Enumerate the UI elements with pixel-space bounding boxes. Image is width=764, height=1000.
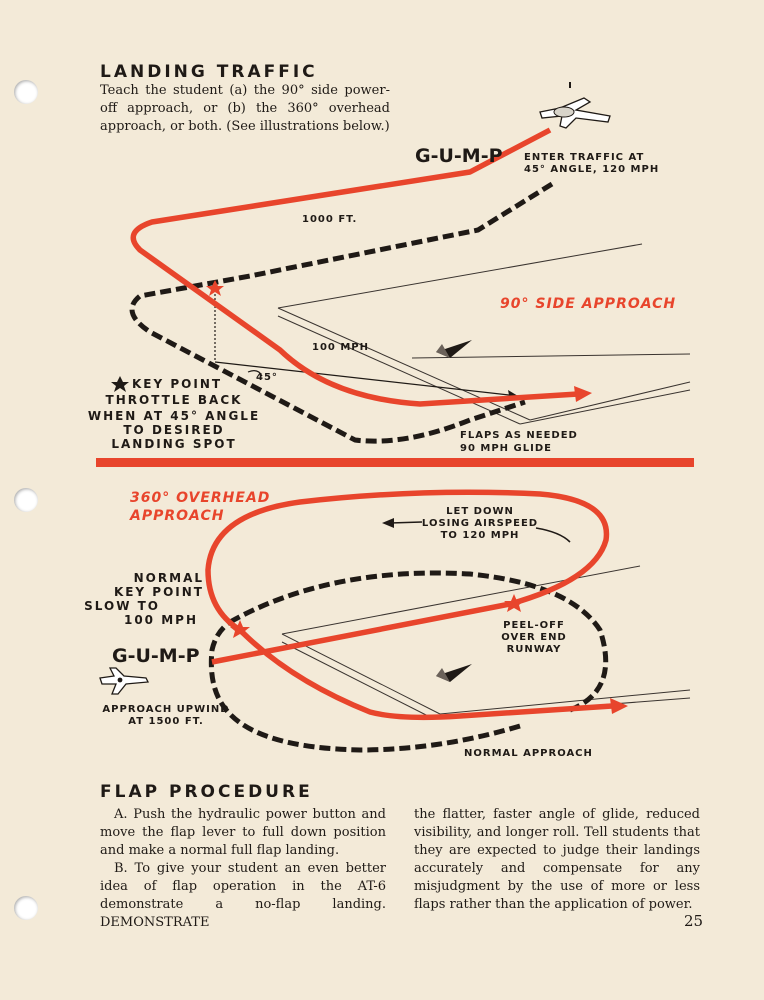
landing-traffic-intro: Teach the student (a) the 90° side power-off approach, or (b) the 360° overhead approach, or both. (See illustrations below.) [100, 83, 390, 134]
overhead-title-1: 360° OVERHEAD [130, 490, 271, 506]
page-number: 25 [684, 912, 704, 930]
approach-upwind-line-1: APPROACH UPWIND [102, 704, 230, 715]
flap-paragraph-b: B. To give your student an even better idea of flap operation in the AT-6 demonstrate a no-flap landing. DEMONSTRATE [100, 861, 386, 930]
normal-key-line-1: NORMAL [133, 571, 204, 585]
normal-key-line-2: KEY POINT [113, 585, 204, 599]
key-point-line-2: THROTTLE BACK [105, 393, 243, 407]
key-point-legend-star-icon [111, 376, 129, 392]
key-point-line-5: LANDING SPOT [111, 437, 237, 451]
let-down-arrow-icon [382, 518, 394, 528]
normal-approach-label: NORMAL APPROACH [464, 748, 593, 759]
let-down-label-1: LET DOWN [446, 506, 514, 517]
flap-procedure-heading: FLAP PROCEDURE [100, 782, 313, 802]
let-down-label-2: LOSING AIRSPEED [421, 518, 539, 529]
gump-label: G-U-M-P [415, 145, 503, 167]
normal-approach-path [211, 573, 605, 750]
section-divider [96, 458, 694, 467]
key-point-line-3: WHEN AT 45° ANGLE [87, 409, 261, 423]
approach-upwind-line-2: AT 1500 FT. [128, 716, 204, 727]
peel-off-star-icon [504, 594, 524, 612]
flap-paragraph-a: A. Push the hydraulic power button and move the flap lever to full down position and make a normal full flap landing. [100, 807, 386, 858]
wind-tee-icon [436, 664, 472, 682]
wind-tee-icon [436, 340, 472, 358]
side-approach-diagram [88, 82, 690, 454]
angle-label: 45° [256, 372, 278, 383]
path-arrow-icon [610, 698, 628, 714]
enter-traffic-label-1: ENTER TRAFFIC AT [524, 152, 645, 163]
altitude-label: 1000 FT. [302, 214, 358, 225]
flap-paragraph-continued: the flatter, faster angle of glide, reduced visibility, and longer roll. Tell students that they are expected to judge their landings accurately and compensate for any misjudgment by the use of more or less flaps rather than the application of power. [414, 807, 700, 912]
normal-key-line-4: 100 MPH [123, 613, 198, 627]
let-down-arrow-line [390, 522, 422, 523]
path-arrow-icon [574, 386, 592, 402]
airplane-icon [540, 82, 610, 128]
peel-off-line-1: PEEL-OFF [503, 620, 565, 631]
binder-hole [14, 896, 38, 920]
flap-procedure-column-right [414, 806, 700, 914]
peel-off-line-3: RUNWAY [506, 644, 562, 655]
flaps-label-1: FLAPS AS NEEDED [460, 430, 578, 441]
speed-label: 100 MPH [312, 342, 370, 353]
overhead-approach-diagram [84, 490, 690, 759]
airplane-icon [100, 668, 148, 694]
let-down-label-3: TO 120 MPH [440, 530, 520, 541]
enter-traffic-label-2: 45° ANGLE, 120 MPH [524, 164, 660, 175]
overhead-title-2: APPROACH [130, 508, 225, 524]
gump-label: G-U-M-P [112, 645, 200, 667]
flaps-label-2: 90 MPH GLIDE [460, 443, 552, 454]
let-down-curve [536, 528, 570, 542]
flap-procedure-column-left [100, 806, 386, 932]
landing-traffic-heading: LANDING TRAFFIC [100, 62, 318, 82]
key-point-line-4: TO DESIRED [123, 423, 225, 437]
normal-key-line-3: SLOW TO [84, 599, 160, 613]
runway-lines [282, 566, 690, 718]
side-approach-title: 90° SIDE APPROACH [500, 296, 677, 312]
key-point-line-1: KEY POINT [132, 377, 223, 391]
runway-lines [278, 244, 690, 424]
peel-off-line-2: OVER END [501, 632, 567, 643]
